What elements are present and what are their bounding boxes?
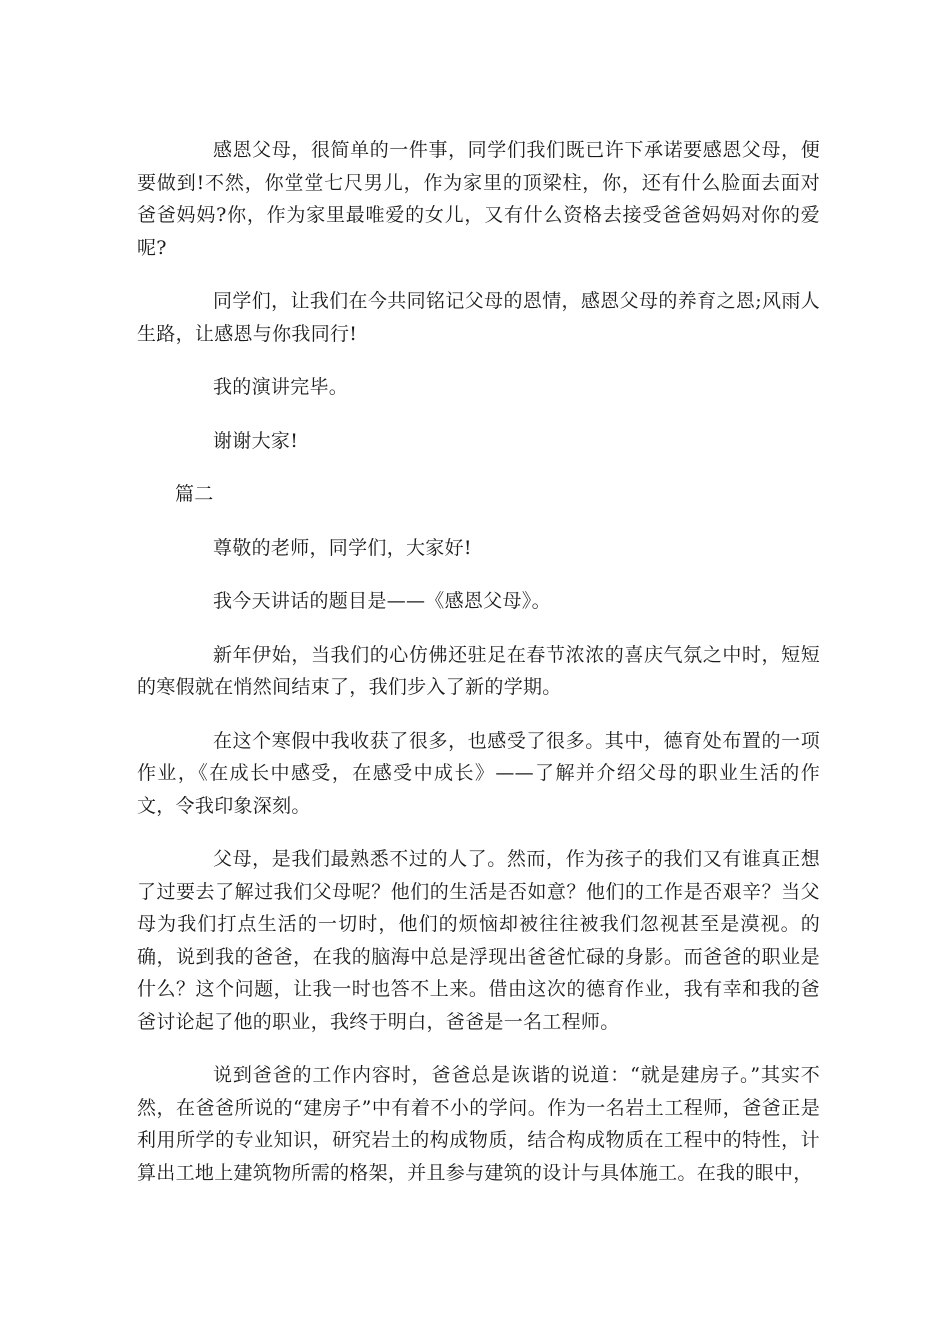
paragraph-greeting: 尊敬的老师，同学们，大家好! xyxy=(213,536,472,559)
paragraph-gratitude-promise: 感恩父母，很简单的一件事，同学们我们既已许下承诺要感恩父母，便要做到!不然，你堂堂七尺男儿，作为家里的顶梁柱，你，还有什么脸面去面对爸爸妈妈?你，作为家里最唯爱的女儿，又有什么资格去接受爸爸妈妈对你的爱呢? xyxy=(137,139,820,259)
document-body xyxy=(137,134,820,1210)
paragraph-new-semester: 新年伊始，当我们的心仿佛还驻足在春节浓浓的喜庆气氛之中时，短短的寒假就在悄然间结束了，我们步入了新的学期。 xyxy=(137,643,820,698)
paragraph-father-engineer: 说到爸爸的工作内容时，爸爸总是诙谐的说道：“就是建房子。”其实不然，在爸爸所说的“建房子”中有着不小的学问。作为一名岩土工程师，爸爸正是利用所学的专业知识，研究岩土的构成物质，结合构成物质在工程中的特性，计算出工地上建筑物所需的格架，并且参与建筑的设计与具体施工。在我的眼中， xyxy=(137,1064,820,1184)
section-heading-part-two: 篇二 xyxy=(175,483,214,505)
paragraph-speech-title: 我今天讲话的题目是——《感恩父母》。 xyxy=(213,590,551,612)
paragraph-understanding-parents: 父母，是我们最熟悉不过的人了。然而，作为孩子的我们又有谁真正想了过要去了解过我们父母呢？他们的生活是否如意？他们的工作是否艰辛？当父母为我们打点生活的一切时，他们的烦恼却被往往被我们忽视甚至是漠视。的确，说到我的爸爸，在我的脑海中总是浮现出爸爸忙碌的身影。而爸爸的职业是什么？这个问题，让我一时也答不上来。借由这次的德育作业，我有幸和我的爸爸讨论起了他的职业，我终于明白，爸爸是一名工程师。 xyxy=(137,848,820,1033)
paragraph-thanks: 谢谢大家! xyxy=(213,429,299,452)
paragraph-remember-kindness: 同学们，让我们在今共同铭记父母的恩情，感恩父母的养育之恩;风雨人生路，让感恩与你我同行! xyxy=(137,290,820,345)
paragraph-winter-homework: 在这个寒假中我收获了很多，也感受了很多。其中，德育处布置的一项作业，《在成长中感受，在感受中成长》——了解并介绍父母的职业生活的作文，令我印象深刻。 xyxy=(137,729,820,817)
paragraph-speech-end: 我的演讲完毕。 xyxy=(213,376,349,398)
